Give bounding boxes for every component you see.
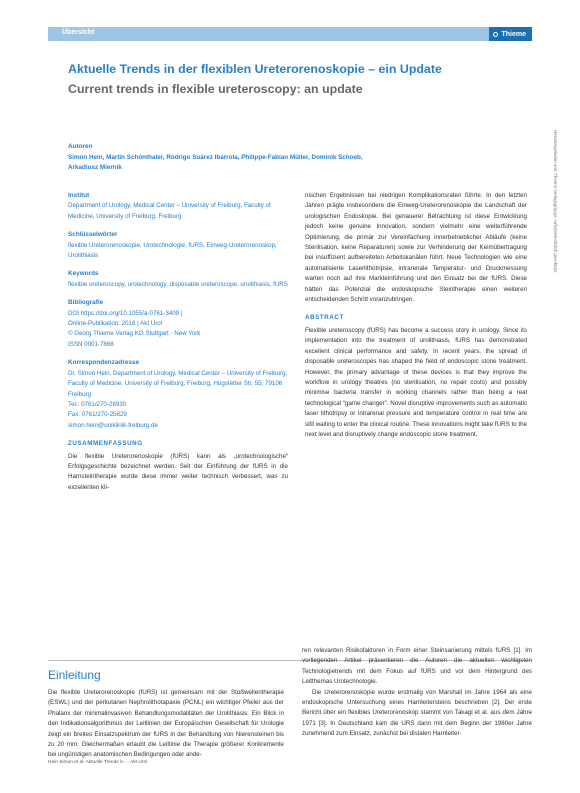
doi-link[interactable]: DOI https://doi.org/10.1055/a-0761-3409 | [68,309,183,317]
einleitung-left-text: Die flexible Ureterorenoskopie (fURS) ist gemeinsam mit der Stoßwellentherapie (ESWL) und der perkutanen Nephrolithotapaxie (PCNL) ein wichtiger Pfeiler aus der Phalanx der minimalinvasiven Behandlungsmodalitäten der Urolithiasis. Ein Blick in den Indikationsalgorithmus der Leitlinien der Europäischen Gesellschaft für Urologie zeigt ein breites Einsatzspektrum der fURS in der Behandlung von Nierensteinen bis zu 20 mm. Gleichermaßen erlaubt die Leitlinie die Therapie größerer Konkremente bei ungünstigen anatomischen Bedingungen oder ande- [48,689,284,759]
einleitung-heading: Einleitung [48,668,101,682]
abstract-text: Flexible ureteroscopy (fURS) has become a success story in urology. Since its implementation into the treatment of urolithiasis, fURS has demonstrated excellent clinical performance and safety. In recent years, the spread of disposable ureteroscopes has shaped the field of endoscopic stone treatment. However, the primary advantage of these devices is that they improve the workflow in urology theatres (no sterilisation, no repair costs) and possibly minimise bacteria transfer in working channels rather than being a real technological “game changer”. Novel disruptive improvements such as automatic laser lithotripsy or intrarenal pressure and temperature control in real time are still waiting to enter the clinical routine. These innovations might take fURS to the next level and disruptively change endoscopic stone treatment. [305,326,527,438]
keywords-text: flexible ureteroscopy, urotechnology, disposable ureteroscope, urolithiasis, fURS [68,280,288,288]
title-german: Aktuelle Trends in der flexiblen Ureterorenoskopie – ein Update [68,62,442,76]
korrespondenz-fax: Fax: 0761/270-25829 [68,411,127,419]
korrespondenz-tel: Tel.: 0761/270-28930 [68,400,127,408]
schluesselwoerter-block [68,230,288,261]
institut-heading: Institut [68,192,90,199]
korrespondenz-heading: Korrespondenzadresse [68,359,140,367]
section-bar [48,27,532,41]
page-footer: Hein Simon et al. Aktuelle Trends in ... Akt Urol [48,760,148,765]
schluesselwoerter-text: flexible Ureterorenoskopie, Urotechnologie, fURS, Einweg-Ureterorenoskop, Urolithiasis [68,241,277,260]
einleitung-right-para-1: ren relevanten Risikofaktoren in Form einer Steinsanierung mittels fURS [1]. Im vorliegenden Artikel präsentieren die Autoren die aktuellen wichtigsten Technologietrends mit dem Fokus auf fURS und vor dem Hintergrund des Leitthemas Urotechnologie. [302,647,532,686]
title-english: Current trends in flexible ureteroscopy: an update [68,82,363,96]
bibliografie-block [68,298,288,350]
bibliografie-heading: Bibliografie [68,299,104,307]
korrespondenz-address: Dr. Simon Hein, Department of Urology, Medical Center – University of Freiburg, Faculty of Medicine, University of Freiburg, Freiburg, Hugstetter Str. 55, 79106 Freiburg [68,369,288,398]
authors-line-2: Arkadiusz Miernik [68,164,122,171]
zusammenfassung-heading: ZUSAMMENFASSUNG [68,440,143,448]
publisher-logo [489,27,532,41]
schluesselwoerter-heading: Schlüsselwörter [68,231,118,239]
authors-line-1: Simon Hein, Martin Schönthaler, Rodrigo Suárez Ibarrola, Philippe-Fabian Müller, Dominik Schoeb, [68,153,363,161]
abstract-heading: ABSTRACT [305,314,344,322]
publisher-name: Thieme [501,30,526,38]
abstract-column [305,191,527,440]
korrespondenz-block [68,358,288,431]
institut-block [68,191,288,222]
einleitung-right-column [302,646,532,740]
thieme-logo-icon [493,32,498,37]
keywords-heading: Keywords [68,270,99,278]
section-label: Übersicht [62,29,95,36]
authors-heading: Autoren [68,143,93,150]
institut-text: Department of Urology, Medical Center – University of Freiburg, Faculty of Medicine, University of Freiburg, Freiburg [68,202,271,220]
keywords-block [68,269,288,290]
zusammenfassung-text: Die flexible Ureterorenoskopie (fURS) kann als „urotechnologische“ Erfolgsgeschichte bezeichnet werden. Seit der Einführung der fURS in die Harnsteintherapie wurde diese immer weiter technisch verbessert, was zu exzellenten kli- [68,452,288,491]
authors-block [68,142,488,174]
copyright: © Georg Thieme Verlag KG Stuttgart · New York [68,330,201,338]
online-publication: Online-Publikation: 2018 | Akt Urol [68,320,163,328]
zusammenfassung-continuation: nischen Ergebnissen bei niedrigen Komplikationsraten führte. In den letzten Jahren prägte insbesondere die Einweg-Ureterorenoskopie die Landschaft der urologischen Endoskopie. Bei genauerer Betrachtung ist diese Entwicklung jedoch keine genuine Innovation, sondern vielmehr eine weiterführende Optimierung, die primär zur Vereinfachung innerbetrieblicher Abläufe (keine Sterilisation, keine Reparaturen) sowie zur Verhinderung der Keimübertragung bei insuffizient aufbereiteten Arbeitskanälen führt. Neue Technologien wie eine automatisierte Laserlithotripsie, intrarenale Temperatur- und Druckmessung warten noch auf ihre Markteinführung und den Einsatz bei der fURS. Diese hätten das Potenzial die endoskopische Steintherapie einen weiteren entscheidenden Schritt voranzubringen. [305,192,527,304]
korrespondenz-email[interactable]: simon.hein@uniklinik-freiburg.de [68,421,158,429]
side-download-note: Heruntergeladen von: Thieme Verlagsgruppe. Urheberrechtlich geschützt. [553,130,558,274]
einleitung-right-para-2: Die Ureterorenoskopie wurde erstmalig von Marshall im Jahre 1964 als eine endoskopische Untersuchung eines Harnleitersteins beschrieben [2]. Der erste Bericht über ein flexibles Ureterorenoskop stammt von Takagi et al. aus dem Jahre 1971 [3]. In Deutschland kam die URS dann mit dem Beginn der 1980er Jahre zunehmend zum Einsatz, zunächst bei distalen Harnleiter- [302,688,532,738]
issn: ISSN 0001-7868 [68,340,114,348]
metadata-column [68,191,288,493]
